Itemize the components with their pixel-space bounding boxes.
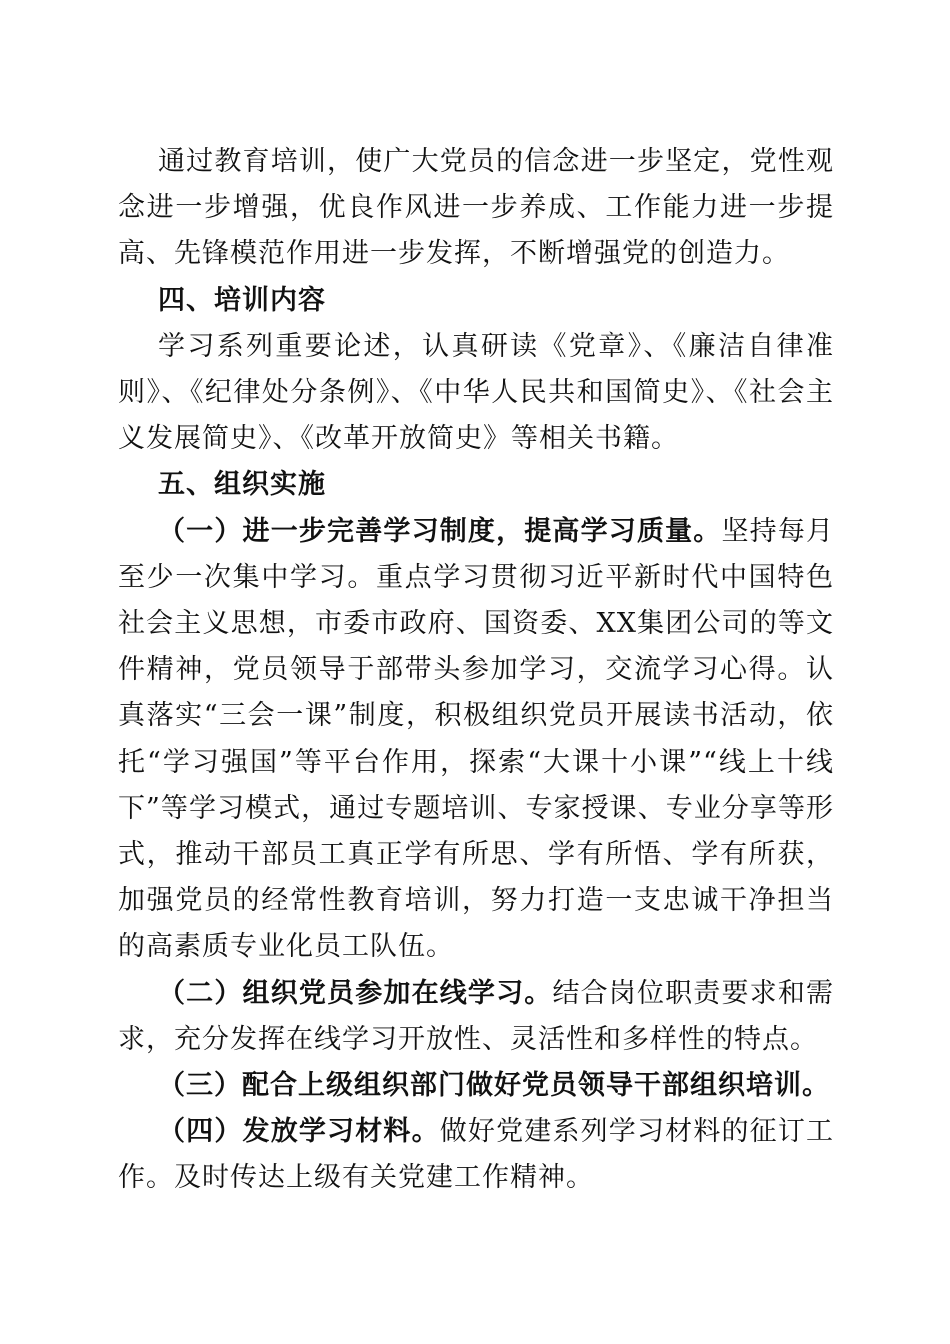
item-4-paragraph: [118, 1109, 834, 1201]
item-4-lead: （四）发放学习材料。: [158, 1116, 440, 1148]
document-page: [118, 139, 834, 1202]
item-1-body: 坚持每月至少一次集中学习。重点学习贯彻习近平新时代中国特色社会主义思想，市委市政府、国资委、XX集团公司的等文件精神，党员领导于部带头参加学习，交流学习心得。认真落实“三会一课”制度，积极组织党员开展读书活动，依托“学习强国”等平台作用，探索“大课十小课”“线上十线下”等学习模式，通过专题培训、专家授课、专业分享等形式，推动干部员工真正学有所思、学有所悟、学有所获，加强党员的经常性教育培训，努力打造一支忠诚干净担当的高素质专业化员工队伍。: [118, 515, 835, 963]
section-heading-organization: 五、组织实施: [158, 469, 326, 501]
item-2-lead: （二）组织党员参加在线学习。: [158, 977, 553, 1009]
item-1-lead: （一）进一步完善学习制度，提高学习质量。: [158, 515, 722, 547]
item-1-paragraph: [118, 509, 834, 971]
item-3-paragraph: [118, 1063, 834, 1109]
training-content-paragraph: 学习系列重要论述，认真研读《党章》、《廉洁自律准则》、《纪律处分条例》、《中华人民共和国简史》、《社会主义发展简史》、《改革开放简史》等相关书籍。: [118, 330, 834, 455]
section-heading-training-content: 四、培训内容: [158, 284, 326, 316]
item-2-paragraph: [118, 971, 834, 1063]
item-3-lead: （三）配合上级组织部门做好党员领导干部组织培训。: [158, 1070, 830, 1102]
item-2-body: 结合岗位职责要求和需求，充分发挥在线学习开放性、灵活性和多样性的特点。: [118, 977, 835, 1055]
item-4-body: 做好党建系列学习材料的征订工作。及时传达上级有关党建工作精神。: [118, 1116, 835, 1194]
intro-paragraph: 通过教育培训，使广大党员的信念进一步坚定，党性观念进一步增强，优良作风进一步养成、工作能力进一步提高、先锋模范作用进一步发挥，不断增强党的创造力。: [118, 146, 834, 270]
